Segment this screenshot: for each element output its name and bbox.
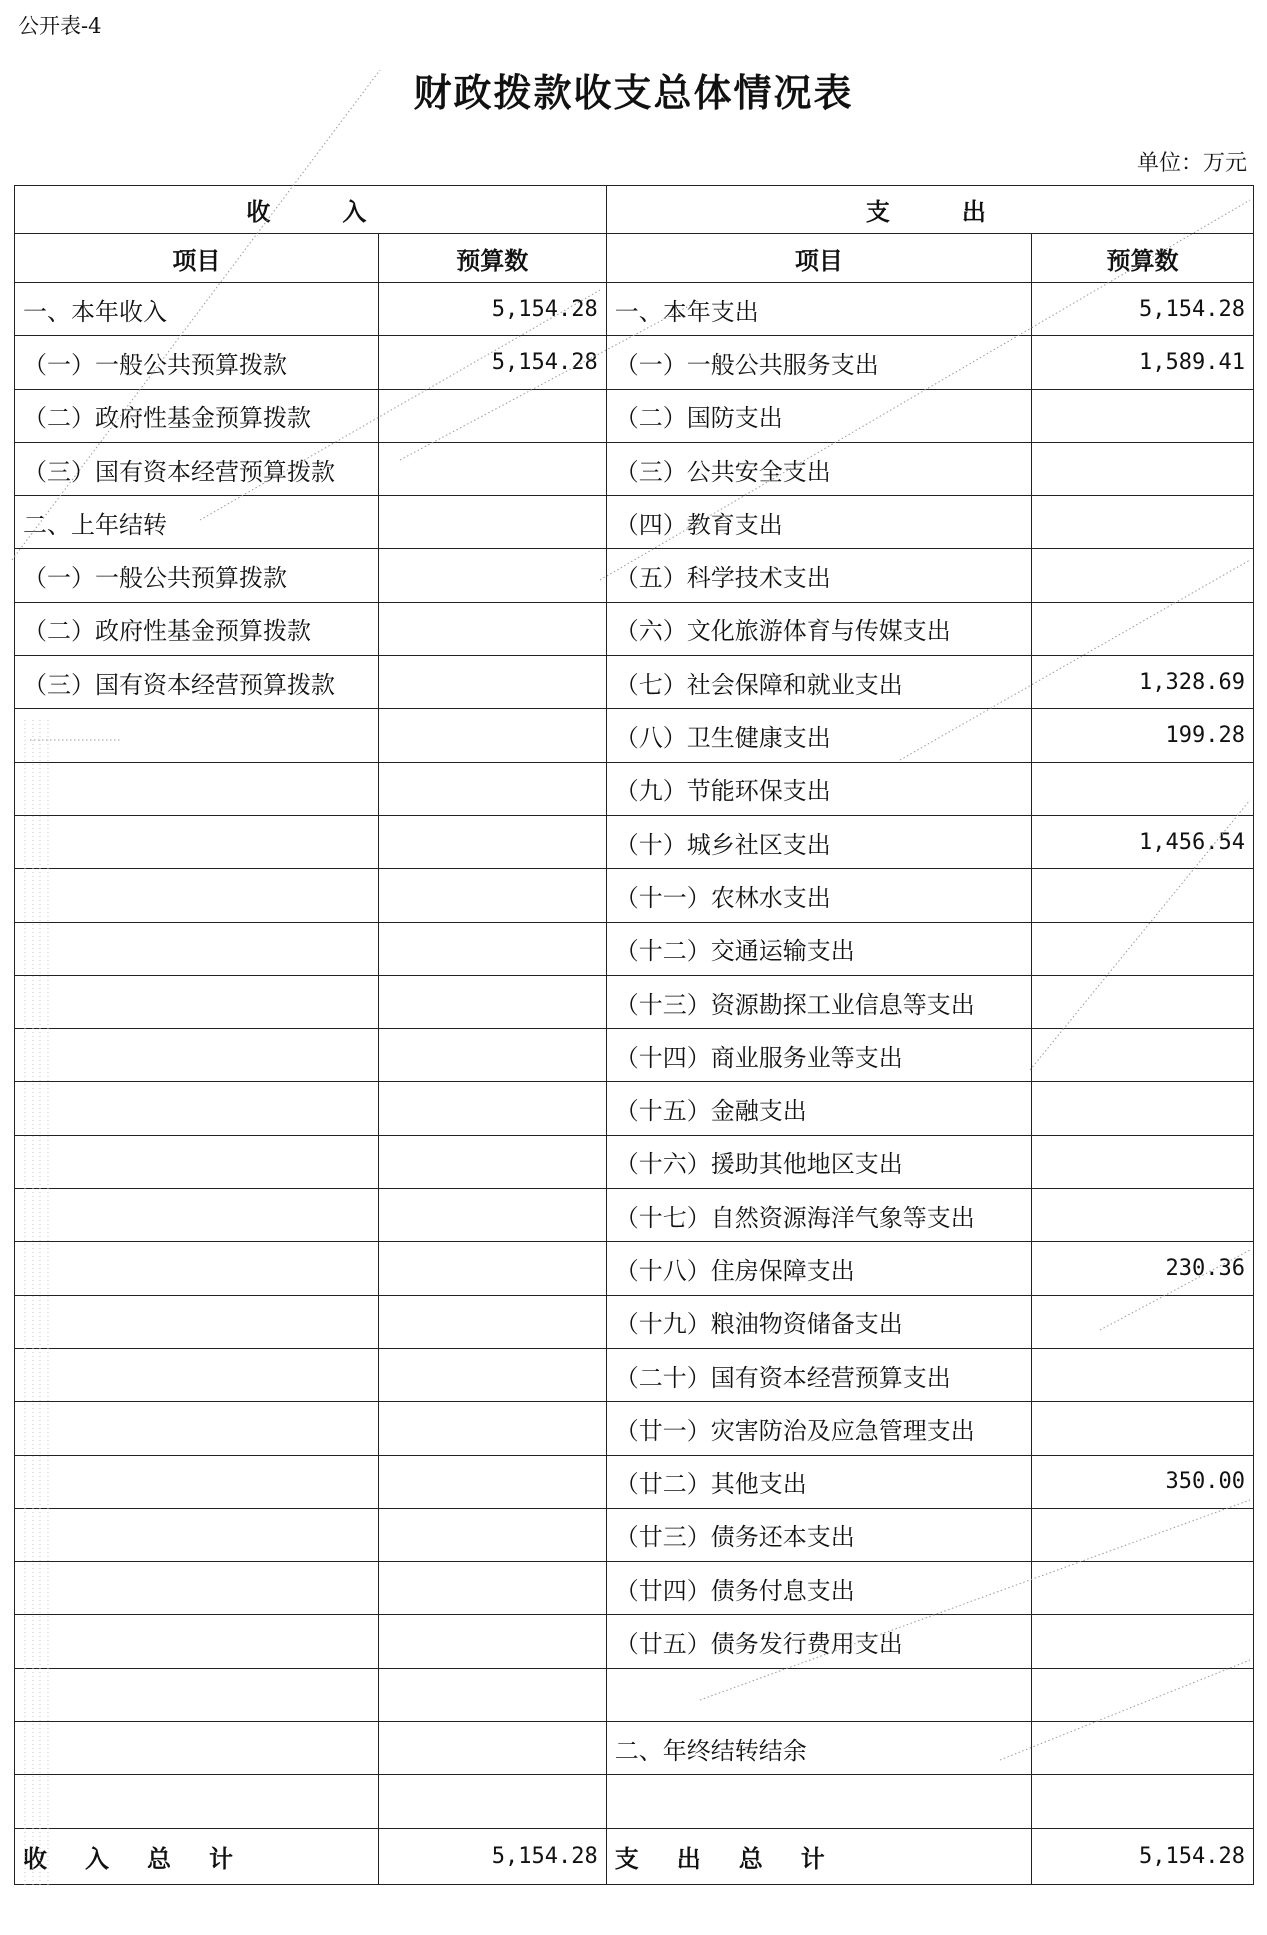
income-value xyxy=(378,1722,606,1775)
table-row xyxy=(15,1775,1254,1828)
expense-header: 支 出 xyxy=(606,186,1253,234)
expense-item: （十七）自然资源海洋气象等支出 xyxy=(606,1189,1031,1242)
table-row xyxy=(15,656,1254,709)
table-row xyxy=(15,1668,1254,1721)
income-item xyxy=(15,1668,379,1721)
expense-item: （四）教育支出 xyxy=(606,496,1031,549)
income-item xyxy=(15,1189,379,1242)
expense-value xyxy=(1032,1348,1254,1401)
income-value xyxy=(378,1668,606,1721)
expense-item: （九）节能环保支出 xyxy=(606,762,1031,815)
income-item xyxy=(15,815,379,868)
expense-value xyxy=(1032,1029,1254,1082)
income-item xyxy=(15,1615,379,1668)
income-item xyxy=(15,1775,379,1828)
income-item xyxy=(15,1082,379,1135)
expense-item: （八）卫生健康支出 xyxy=(606,709,1031,762)
income-value xyxy=(378,549,606,602)
expense-item: （十六）援助其他地区支出 xyxy=(606,1135,1031,1188)
income-value xyxy=(378,656,606,709)
table-row xyxy=(15,815,1254,868)
income-item xyxy=(15,975,379,1028)
income-value xyxy=(378,869,606,922)
expense-value xyxy=(1032,1722,1254,1775)
table-row xyxy=(15,1508,1254,1561)
income-value xyxy=(378,496,606,549)
income-value xyxy=(378,1402,606,1455)
income-item xyxy=(15,1029,379,1082)
expense-value xyxy=(1032,1562,1254,1615)
expense-value xyxy=(1032,1189,1254,1242)
income-value xyxy=(378,1135,606,1188)
column-header-row xyxy=(15,234,1254,283)
expense-value xyxy=(1032,922,1254,975)
income-item: （三）国有资本经营预算拨款 xyxy=(15,656,379,709)
income-item-header: 项目 xyxy=(15,234,379,283)
income-item xyxy=(15,1455,379,1508)
income-item: （三）国有资本经营预算拨款 xyxy=(15,442,379,495)
expense-item: （六）文化旅游体育与传媒支出 xyxy=(606,602,1031,655)
expense-value xyxy=(1032,1135,1254,1188)
table-row xyxy=(15,1402,1254,1455)
income-item xyxy=(15,1135,379,1188)
table-row xyxy=(15,1082,1254,1135)
expense-item: （十一）农林水支出 xyxy=(606,869,1031,922)
expense-item: （二）国防支出 xyxy=(606,389,1031,442)
table-row xyxy=(15,1562,1254,1615)
table-row xyxy=(15,709,1254,762)
table-row xyxy=(15,336,1254,389)
expense-item: （十二）交通运输支出 xyxy=(606,922,1031,975)
table-row xyxy=(15,602,1254,655)
table-row xyxy=(15,1189,1254,1242)
income-value xyxy=(378,1295,606,1348)
expense-value xyxy=(1032,602,1254,655)
table-row xyxy=(15,1029,1254,1082)
income-item: （二）政府性基金预算拨款 xyxy=(15,389,379,442)
expense-value xyxy=(1032,869,1254,922)
table-row xyxy=(15,1722,1254,1775)
income-item xyxy=(15,1508,379,1561)
total-row xyxy=(15,1828,1254,1884)
table-row xyxy=(15,283,1254,336)
income-item xyxy=(15,1402,379,1455)
expense-value xyxy=(1032,762,1254,815)
income-value xyxy=(378,1508,606,1561)
expense-value: 230.36 xyxy=(1032,1242,1254,1295)
income-item xyxy=(15,1295,379,1348)
income-value xyxy=(378,1615,606,1668)
expense-value: 1,456.54 xyxy=(1032,815,1254,868)
page-title: 财政拨款收支总体情况表 xyxy=(413,70,854,115)
income-item xyxy=(15,709,379,762)
table-row xyxy=(15,922,1254,975)
expense-item-header: 项目 xyxy=(606,234,1031,283)
table-row xyxy=(15,442,1254,495)
income-total-label: 收入总计 xyxy=(15,1828,379,1884)
income-value xyxy=(378,442,606,495)
income-item: 一、本年收入 xyxy=(15,283,379,336)
expense-value xyxy=(1032,1082,1254,1135)
income-item xyxy=(15,1722,379,1775)
expense-item: （五）科学技术支出 xyxy=(606,549,1031,602)
table-row xyxy=(15,389,1254,442)
income-value xyxy=(378,602,606,655)
expense-item: （二十）国有资本经营预算支出 xyxy=(606,1348,1031,1401)
income-item xyxy=(15,1242,379,1295)
expense-value: 350.00 xyxy=(1032,1455,1254,1508)
income-value xyxy=(378,709,606,762)
income-header: 收 入 xyxy=(15,186,607,234)
expense-value: 1,328.69 xyxy=(1032,656,1254,709)
table-row xyxy=(15,1135,1254,1188)
income-item xyxy=(15,922,379,975)
table-row xyxy=(15,762,1254,815)
expense-item xyxy=(606,1775,1031,1828)
expense-value xyxy=(1032,1295,1254,1348)
expense-value: 1,589.41 xyxy=(1032,336,1254,389)
income-value xyxy=(378,762,606,815)
expense-value xyxy=(1032,549,1254,602)
budget-table xyxy=(14,185,1254,1885)
income-budget-header: 预算数 xyxy=(378,234,606,283)
income-value: 5,154.28 xyxy=(378,336,606,389)
expense-value xyxy=(1032,1775,1254,1828)
form-tag: 公开表-4 xyxy=(18,14,102,38)
table-row xyxy=(15,1348,1254,1401)
expense-item: （十三）资源勘探工业信息等支出 xyxy=(606,975,1031,1028)
income-value xyxy=(378,1455,606,1508)
expense-value xyxy=(1032,442,1254,495)
table-row xyxy=(15,496,1254,549)
expense-value: 199.28 xyxy=(1032,709,1254,762)
expense-item: （廿二）其他支出 xyxy=(606,1455,1031,1508)
income-item: 二、上年结转 xyxy=(15,496,379,549)
income-value xyxy=(378,1775,606,1828)
expense-item: （十八）住房保障支出 xyxy=(606,1242,1031,1295)
expense-item: 二、年终结转结余 xyxy=(606,1722,1031,1775)
income-value xyxy=(378,1242,606,1295)
expense-item: （一）一般公共服务支出 xyxy=(606,336,1031,389)
table-row xyxy=(15,869,1254,922)
income-value xyxy=(378,1348,606,1401)
table-row xyxy=(15,1455,1254,1508)
expense-item: （十五）金融支出 xyxy=(606,1082,1031,1135)
expense-item: （廿五）债务发行费用支出 xyxy=(606,1615,1031,1668)
income-item xyxy=(15,1348,379,1401)
expense-value xyxy=(1032,975,1254,1028)
income-total-value: 5,154.28 xyxy=(378,1828,606,1884)
table-row xyxy=(15,1615,1254,1668)
income-value xyxy=(378,815,606,868)
expense-value xyxy=(1032,1668,1254,1721)
expense-item: （廿四）债务付息支出 xyxy=(606,1562,1031,1615)
table-row xyxy=(15,975,1254,1028)
expense-value xyxy=(1032,1402,1254,1455)
expense-budget-header: 预算数 xyxy=(1032,234,1254,283)
income-item xyxy=(15,762,379,815)
section-header-row xyxy=(15,186,1254,234)
income-value xyxy=(378,1189,606,1242)
income-value: 5,154.28 xyxy=(378,283,606,336)
expense-item xyxy=(606,1668,1031,1721)
expense-value xyxy=(1032,389,1254,442)
expense-total-label: 支出总计 xyxy=(606,1828,1031,1884)
income-value xyxy=(378,1562,606,1615)
table-row xyxy=(15,549,1254,602)
expense-item: （七）社会保障和就业支出 xyxy=(606,656,1031,709)
income-value xyxy=(378,389,606,442)
income-item xyxy=(15,869,379,922)
income-item: （二）政府性基金预算拨款 xyxy=(15,602,379,655)
expense-value xyxy=(1032,1615,1254,1668)
income-item: （一）一般公共预算拨款 xyxy=(15,336,379,389)
expense-item: （十）城乡社区支出 xyxy=(606,815,1031,868)
expense-item: 一、本年支出 xyxy=(606,283,1031,336)
expense-item: （十九）粮油物资储备支出 xyxy=(606,1295,1031,1348)
expense-value: 5,154.28 xyxy=(1032,283,1254,336)
income-value xyxy=(378,975,606,1028)
expense-item: （三）公共安全支出 xyxy=(606,442,1031,495)
expense-value xyxy=(1032,496,1254,549)
expense-total-value: 5,154.28 xyxy=(1032,1828,1254,1884)
unit-label: 单位：万元 xyxy=(1136,151,1247,176)
income-value xyxy=(378,1029,606,1082)
table-row xyxy=(15,1295,1254,1348)
expense-item: （廿一）灾害防治及应急管理支出 xyxy=(606,1402,1031,1455)
expense-item: （十四）商业服务业等支出 xyxy=(606,1029,1031,1082)
expense-item: （廿三）债务还本支出 xyxy=(606,1508,1031,1561)
income-value xyxy=(378,1082,606,1135)
income-item xyxy=(15,1562,379,1615)
income-value xyxy=(378,922,606,975)
expense-value xyxy=(1032,1508,1254,1561)
income-item: （一）一般公共预算拨款 xyxy=(15,549,379,602)
table-row xyxy=(15,1242,1254,1295)
